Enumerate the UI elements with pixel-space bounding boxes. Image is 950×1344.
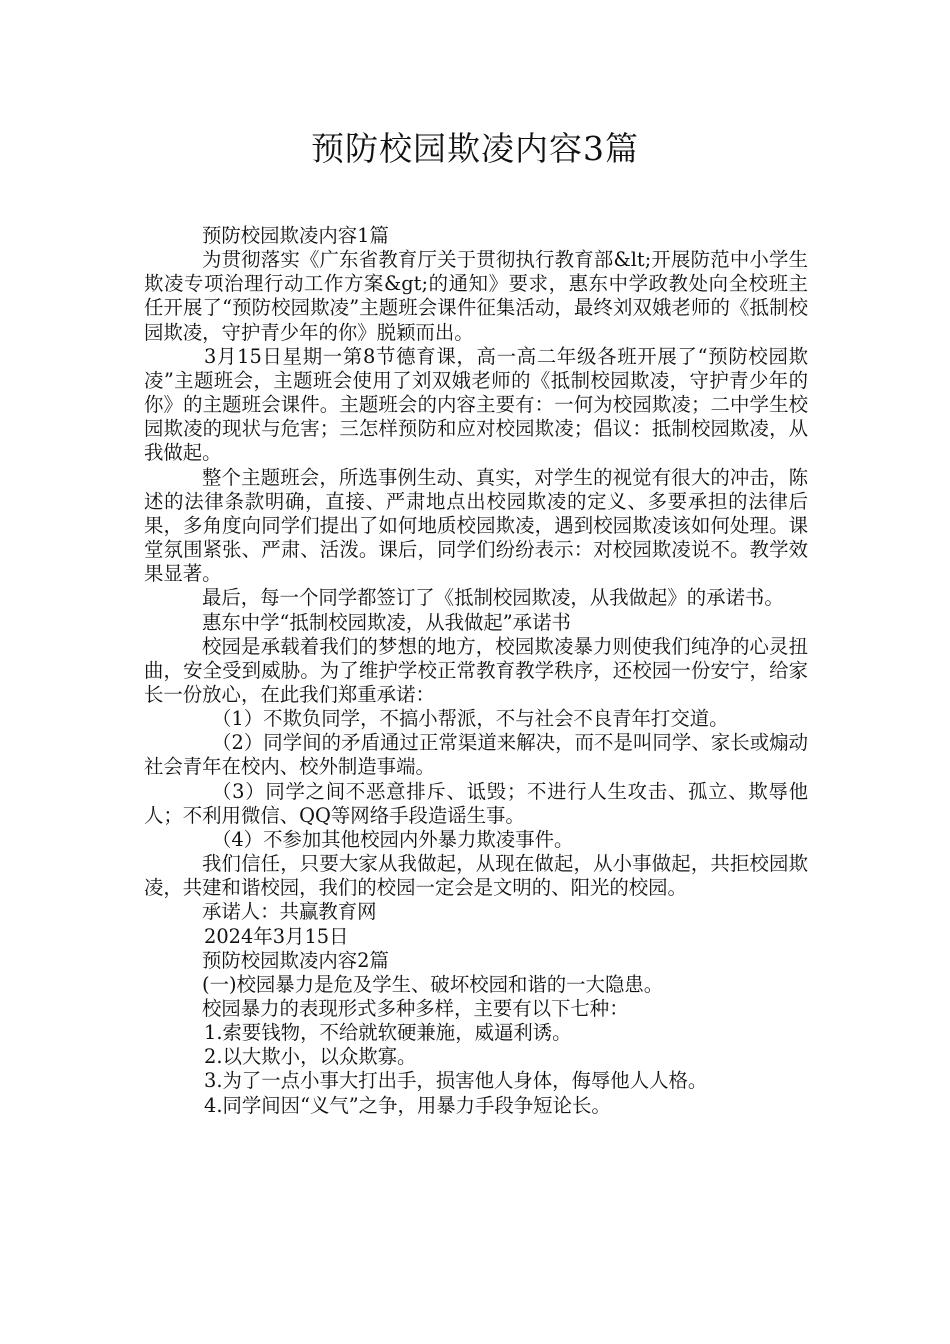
pledge-item: （2）同学间的矛盾通过正常渠道来解决，而不是叫同学、家长或煽动社会青年在校内、校外制造事端。 — [144, 731, 808, 779]
paragraph: 整个主题班会，所选事例生动、真实，对学生的视觉有很大的冲击，陈述的法律条款明确，直接、严肃地点出校园欺凌的定义、多要承担的法律后果，多角度向同学们提出了如何地质校园欺凌，遇到校园欺凌该如何处理。课堂氛围紧张、严肃、活泼。课后，同学们纷纷表示：对校园欺凌说不。教学效果显著。 — [144, 465, 808, 586]
paragraph: 我们信任，只要大家从我做起，从现在做起，从小事做起，共拒校园欺凌，共建和谐校园，我们的校园一定会是文明的、阳光的校园。 — [144, 852, 808, 900]
list-item: 4.同学间因“义气”之争，用暴力手段争短论长。 — [204, 1093, 611, 1117]
paragraph: 最后，每一个同学都签订了《抵制校园欺凌，从我做起》的承诺书。 — [202, 586, 784, 610]
section-heading: 预防校园欺凌内容1篇 — [202, 224, 389, 247]
list-item: 2.以大欺小，以众欺寡。 — [204, 1045, 417, 1069]
signature-line: 承诺人：共赢教育网 — [202, 900, 377, 924]
pledge-item: （4）不参加其他校园内外暴力欺凌事件。 — [212, 827, 574, 851]
paragraph: 校园是承载着我们的梦想的地方，校园欺凌暴力则使我们纯净的心灵扭曲，安全受到威胁。为了维护学校正常教育教学秩序，还校园一份安宁，给家长一份放心，在此我们郑重承诺： — [144, 634, 808, 706]
paragraph: (一)校园暴力是危及学生、破坏校园和谐的一大隐患。 — [202, 972, 664, 996]
list-item: 3.为了一点小事大打出手，损害他人身体，侮辱他人人格。 — [204, 1069, 708, 1093]
pledge-heading: 惠东中学“抵制校园欺凌，从我做起”承诺书 — [202, 610, 571, 634]
document-body — [144, 224, 808, 1118]
document-title: 预防校园欺凌内容3篇 — [311, 129, 639, 168]
paragraph: 校园暴力的表现形式多种多样，主要有以下七种： — [202, 997, 629, 1020]
pledge-item: （1）不欺负同学，不搞小帮派，不与社会不良青年打交道。 — [212, 707, 729, 731]
section-heading: 预防校园欺凌内容2篇 — [202, 948, 389, 972]
paragraph: 3月15日星期一第8节德育课，高一高二年级各班开展了“预防校园欺凌”主题班会，主题班会使用了刘双娥老师的《抵制校园欺凌，守护青少年的你》的主题班会课件。主题班会的内容主要有：一何为校园欺凌；二中学生校园欺凌的现状与危害；三怎样预防和应对校园欺凌；倡议：抵制校园欺凌，从我做起。 — [144, 344, 808, 465]
pledge-item: （3）同学之间不恶意排斥、诋毁；不进行人生攻击、孤立、欺辱他人；不利用微信、QQ等网络手段造谣生事。 — [144, 779, 808, 827]
date-line: 2024年3月15日 — [204, 924, 349, 948]
list-item: 1.索要钱物，不给就软硬兼施，威逼利诱。 — [204, 1021, 572, 1045]
paragraph: 为贯彻落实《广东省教育厅关于贯彻执行教育部&lt;开展防范中小学生欺凌专项治理行动工作方案&gt;的通知》要求，惠东中学政教处向全校班主任开展了“预防校园欺凌”主题班会课件征集活动，最终刘双娥老师的《抵制校园欺凌，守护青少年的你》脱颖而出。 — [144, 248, 808, 344]
